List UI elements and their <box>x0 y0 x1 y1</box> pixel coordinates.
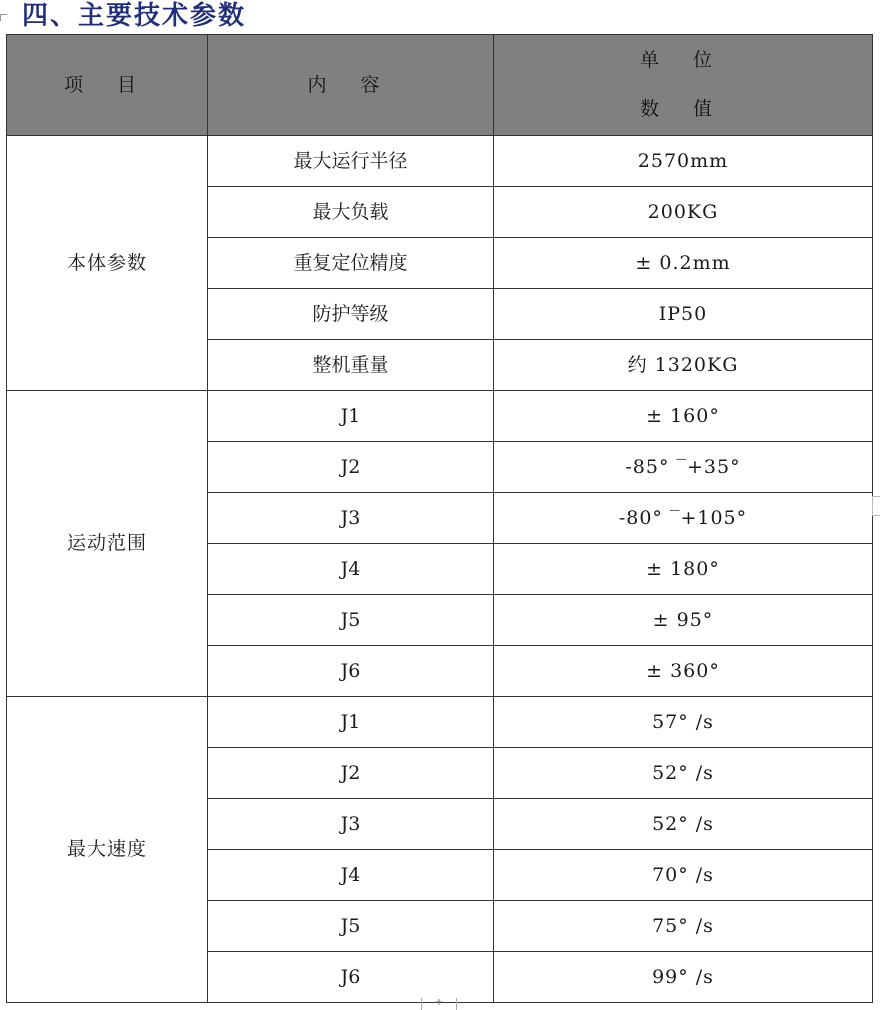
row-content: 整机重量 <box>208 340 494 391</box>
row-content: J1 <box>208 391 494 442</box>
row-value: -80° ‾+105° <box>494 493 873 544</box>
table-resize-handle[interactable]: + <box>421 998 457 1010</box>
spec-table <box>6 34 873 1003</box>
row-content: J6 <box>208 646 494 697</box>
row-value: 70° /s <box>494 850 873 901</box>
header-row <box>7 35 873 136</box>
row-value: -85° ‾+35° <box>494 442 873 493</box>
row-value: 99° /s <box>494 952 873 1003</box>
row-content: J4 <box>208 850 494 901</box>
row-value: ± 95° <box>494 595 873 646</box>
row-content: J5 <box>208 901 494 952</box>
row-content: J3 <box>208 493 494 544</box>
row-value: 52° /s <box>494 748 873 799</box>
row-content: 最大运行半径 <box>208 136 494 187</box>
header-unit-value <box>494 35 873 136</box>
header-value: 数 值 <box>639 98 727 120</box>
header-unit: 单 位 <box>639 49 727 72</box>
row-content: 重复定位精度 <box>208 238 494 289</box>
header-content: 内 容 <box>208 35 494 136</box>
table-header <box>7 35 873 136</box>
table-row <box>7 136 873 187</box>
group-label: 本体参数 <box>7 136 208 391</box>
row-content: J3 <box>208 799 494 850</box>
row-content: J2 <box>208 442 494 493</box>
table-body <box>7 136 873 1003</box>
row-value: ± 360° <box>494 646 873 697</box>
row-content: J1 <box>208 697 494 748</box>
row-content: J2 <box>208 748 494 799</box>
corner-mark <box>0 14 7 21</box>
table-row <box>7 697 873 748</box>
row-content: 最大负载 <box>208 187 494 238</box>
group-label: 运动范围 <box>7 391 208 697</box>
row-content: J6 <box>208 952 494 1003</box>
row-value: 57° /s <box>494 697 873 748</box>
row-value: 约 1320KG <box>494 340 873 391</box>
row-value: 75° /s <box>494 901 873 952</box>
row-value: IP50 <box>494 289 873 340</box>
row-value: 200KG <box>494 187 873 238</box>
margin-marker <box>872 496 880 516</box>
row-value: ± 0.2mm <box>494 238 873 289</box>
section-heading: 四、主要技术参数 <box>22 1 247 31</box>
header-item: 项 目 <box>7 35 208 136</box>
table-row <box>7 391 873 442</box>
group-label: 最大速度 <box>7 697 208 1003</box>
row-content: 防护等级 <box>208 289 494 340</box>
row-value: 52° /s <box>494 799 873 850</box>
row-value: 2570mm <box>494 136 873 187</box>
row-content: J4 <box>208 544 494 595</box>
row-value: ± 160° <box>494 391 873 442</box>
row-value: ± 180° <box>494 544 873 595</box>
row-content: J5 <box>208 595 494 646</box>
